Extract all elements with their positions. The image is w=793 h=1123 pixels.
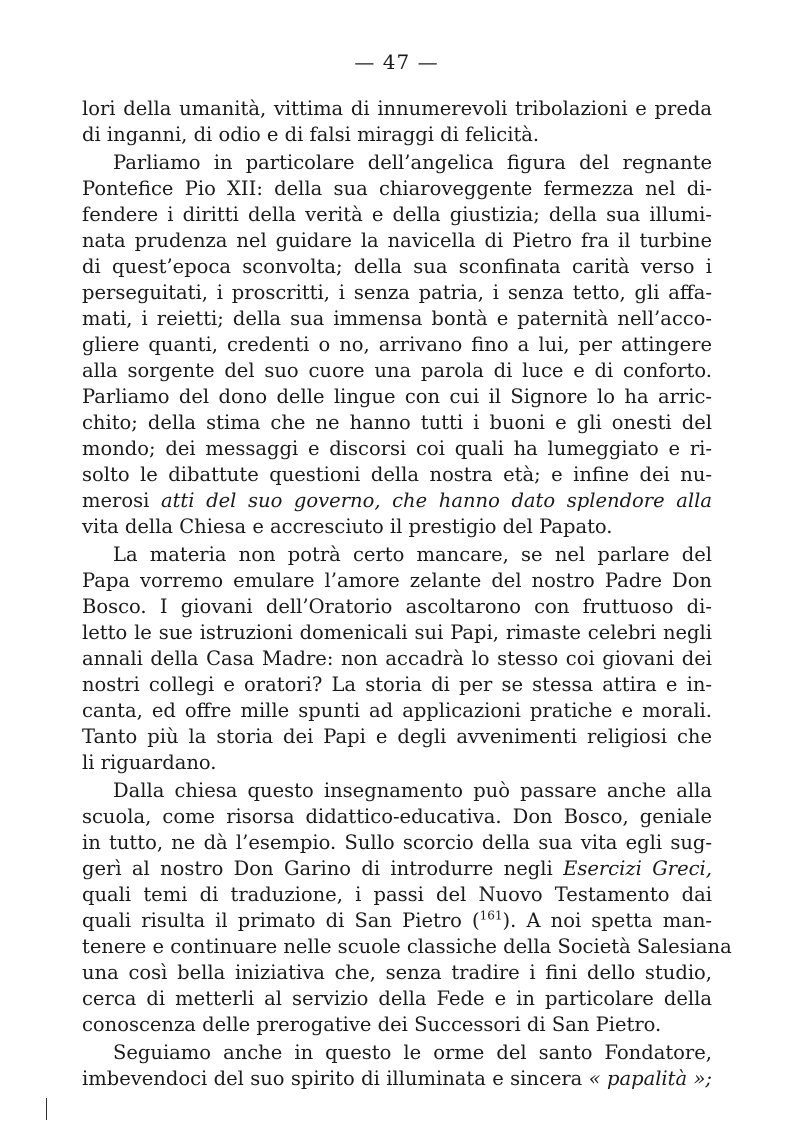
text-fragment: quali risulta il primato di San Pietro ( — [82, 909, 480, 932]
text-line-mixed — [82, 908, 712, 934]
text-line: lori della umanità, vittima di innumerevoli tribolazioni e preda — [82, 97, 712, 120]
text-line: mondo; dei messaggi e discorsi coi quali ha lumeggiato e ri- — [82, 437, 712, 460]
text-line-mixed — [82, 1066, 712, 1092]
text-line: vita della Chiesa e accresciuto il prestigio del Papato. — [82, 515, 613, 538]
text-line: solto le dibattute questioni della nostra età; e infine dei nu- — [82, 463, 712, 486]
text-line: letto le sue istruzioni domenicali sui Papi, rimaste celebri negli — [82, 621, 712, 644]
text-line: annali della Casa Madre: non accadrà lo stesso coi giovani dei — [82, 647, 712, 670]
text-line: cerca di metterli al servizio della Fede e in particolare della — [82, 987, 712, 1010]
text-line: Bosco. I giovani dell’Oratorio ascoltarono con fruttuoso di- — [82, 595, 712, 618]
text-line: Pontefice Pio XII: della sua chiaroveggente fermezza nel di- — [82, 177, 712, 200]
text-fragment: gerì al nostro Don Garino di introdurre negli — [82, 857, 553, 880]
text-line: di inganni, di odio e di falsi miraggi di felicità. — [82, 123, 540, 146]
footnote-ref: 161 — [479, 908, 503, 923]
text-fragment: ). A noi spetta man- — [502, 909, 712, 932]
text-line: li riguardano. — [82, 751, 217, 774]
text-line: La materia non potrà certo mancare, se nel parlare del — [113, 543, 712, 566]
text-fragment: merosi — [82, 489, 161, 512]
text-line: fendere i diritti della verità e della giustizia; della sua illumi- — [82, 203, 712, 226]
italic-fragment: « papalità »; — [588, 1067, 712, 1090]
text-line: Parliamo del dono delle lingue con cui il Signore lo ha arric- — [82, 385, 712, 408]
text-line: Parliamo in particolare dell’angelica figura del regnante — [113, 151, 712, 174]
text-line: Tanto più la storia dei Papi e degli avvenimenti religiosi che — [82, 725, 712, 748]
text-line: di quest’epoca sconvolta; della sua sconfinata carità verso i — [82, 255, 712, 278]
text-line: perseguitati, i proscritti, i senza patria, i senza tetto, gli affa- — [82, 281, 712, 304]
italic-fragment: atti del suo governo, che hanno dato splendore alla — [160, 489, 712, 512]
text-line: canta, ed offre mille spunti ad applicazioni pratiche e morali. — [82, 699, 712, 722]
text-line-mixed — [82, 488, 712, 514]
text-line: Dalla chiesa questo insegnamento può passare anche alla — [113, 779, 712, 802]
text-line: scuola, come risorsa didattico-educativa. Don Bosco, geniale — [82, 805, 712, 828]
text-line: una così bella iniziativa che, senza tradire i fini dello studio, — [82, 961, 712, 984]
text-line: Seguiamo anche in questo le orme del santo Fondatore, — [113, 1041, 712, 1064]
text-fragment: imbevendoci del suo spirito di illuminata e sincera — [82, 1067, 583, 1090]
text-line: conoscenza delle prerogative dei Successori di San Pietro. — [82, 1013, 662, 1036]
margin-mark — [46, 1098, 47, 1120]
text-line: gliere quanti, credenti o no, arrivano fino a lui, per attingere — [82, 333, 712, 356]
text-line: chito; della stima che ne hanno tutti i buoni e gli onesti del — [82, 411, 712, 434]
text-line: nata prudenza nel guidare la navicella di Pietro fra il turbine — [82, 229, 712, 252]
page-number: — 47 — — [354, 50, 439, 74]
text-line: Papa vorremo emulare l’amore zelante del nostro Padre Don — [82, 569, 712, 592]
text-line: mati, i reietti; della sua immensa bontà e paternità nell’acco- — [82, 307, 712, 330]
text-line-mixed — [82, 856, 712, 882]
text-line: tenere e continuare nelle scuole classiche della Società Salesiana — [82, 935, 732, 958]
text-line: in tutto, ne dà l’esempio. Sullo scorcio della sua vita egli sug- — [82, 831, 712, 854]
text-line: alla sorgente del suo cuore una parola di luce e di conforto. — [82, 359, 712, 382]
italic-title: Esercizi Greci, — [563, 857, 712, 880]
text-line: nostri collegi e oratori? La storia di per se stessa attira e in- — [82, 673, 712, 696]
text-line: quali temi di traduzione, i passi del Nuovo Testamento dai — [82, 883, 712, 906]
